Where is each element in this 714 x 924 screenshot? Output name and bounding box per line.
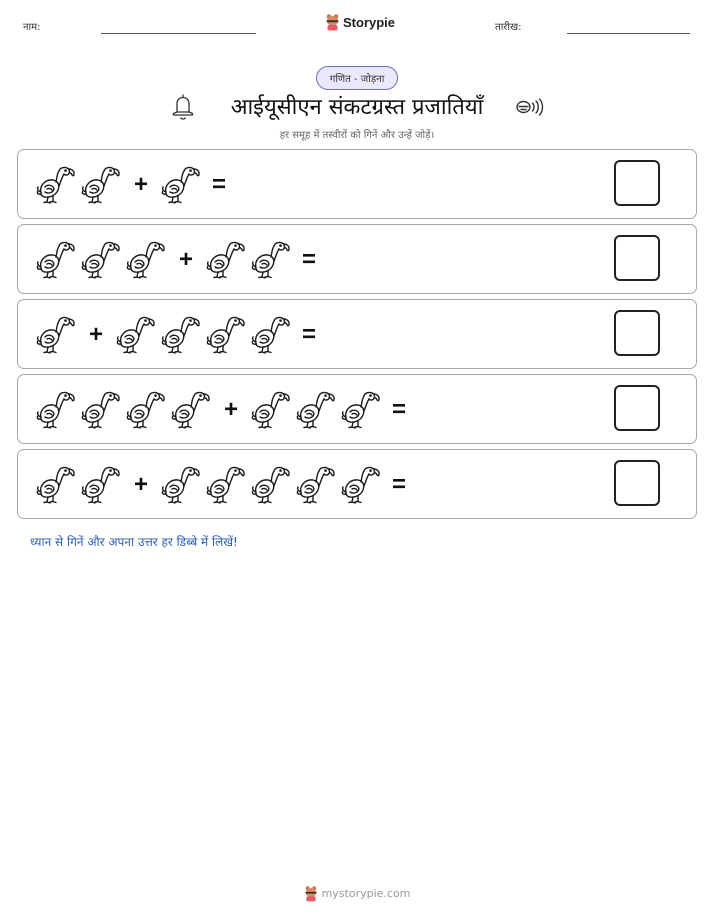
dodo-bird-icon — [36, 313, 76, 357]
dodo-bird-icon — [171, 388, 211, 432]
answer-box[interactable] — [614, 235, 660, 281]
mascot-icon — [304, 885, 318, 902]
problem-items — [36, 225, 322, 295]
dodo-bird-icon — [36, 163, 76, 207]
plus-sign: + — [133, 171, 148, 198]
mascot-icon — [325, 13, 340, 31]
plus-sign: + — [133, 471, 148, 498]
problem-items — [36, 375, 412, 445]
dodo-bird-icon — [126, 388, 166, 432]
equals-sign: = — [391, 471, 406, 498]
dodo-bird-icon — [36, 238, 76, 282]
dodo-bird-icon — [206, 313, 246, 357]
bell-icon — [170, 92, 196, 122]
dodo-bird-icon — [251, 313, 291, 357]
problem-row — [17, 449, 697, 519]
date-line[interactable] — [567, 33, 690, 34]
dodo-bird-icon — [296, 463, 336, 507]
name-line[interactable] — [101, 33, 256, 34]
answer-box[interactable] — [614, 160, 660, 206]
instruction-text: ध्यान से गिनें और अपना उत्तर हर डिब्बे में लिखें! — [30, 535, 238, 549]
equals-sign: = — [301, 246, 316, 273]
answer-box[interactable] — [614, 385, 660, 431]
problem-row — [17, 149, 697, 219]
dodo-bird-icon — [296, 388, 336, 432]
equals-sign: = — [211, 171, 226, 198]
dodo-bird-icon — [251, 388, 291, 432]
answer-box[interactable] — [614, 460, 660, 506]
plus-sign: + — [178, 246, 193, 273]
storypie-logo — [325, 13, 395, 31]
dodo-bird-icon — [161, 313, 201, 357]
dodo-bird-icon — [126, 238, 166, 282]
dodo-bird-icon — [36, 463, 76, 507]
problem-items — [36, 450, 412, 520]
worksheet-subtitle: हर समूह में तस्वीरों को गिनें और उन्हें जोड़ें। — [279, 130, 435, 141]
dodo-bird-icon — [251, 463, 291, 507]
footer — [0, 885, 714, 902]
dodo-bird-icon — [206, 238, 246, 282]
equals-sign: = — [301, 321, 316, 348]
dodo-bird-icon — [206, 463, 246, 507]
date-label: तारीख: — [495, 22, 522, 33]
worksheet-title: आईयूसीएन संकटग्रस्त प्रजातियाँ — [230, 95, 484, 120]
problem-items — [36, 300, 322, 370]
dodo-bird-icon — [81, 163, 121, 207]
dodo-bird-icon — [81, 463, 121, 507]
name-label: नाम: — [23, 22, 41, 33]
logo-text: Storypie — [343, 14, 396, 30]
dodo-bird-icon — [161, 463, 201, 507]
dodo-bird-icon — [36, 388, 76, 432]
dodo-bird-icon — [341, 388, 381, 432]
answer-box[interactable] — [614, 310, 660, 356]
dodo-bird-icon — [116, 313, 156, 357]
dodo-bird-icon — [81, 388, 121, 432]
problem-items — [36, 150, 232, 220]
problem-row — [17, 299, 697, 369]
dodo-bird-icon — [341, 463, 381, 507]
footer-url: mystorypie.com — [321, 887, 411, 900]
problem-row — [17, 374, 697, 444]
plus-sign: + — [88, 321, 103, 348]
topic-tag: गणित - जोड़ना — [316, 66, 398, 90]
dodo-bird-icon — [251, 238, 291, 282]
plus-sign: + — [223, 396, 238, 423]
dodo-bird-icon — [81, 238, 121, 282]
dodo-bird-icon — [161, 163, 201, 207]
problem-row — [17, 224, 697, 294]
equals-sign: = — [391, 396, 406, 423]
speaker-icon[interactable] — [515, 96, 545, 118]
